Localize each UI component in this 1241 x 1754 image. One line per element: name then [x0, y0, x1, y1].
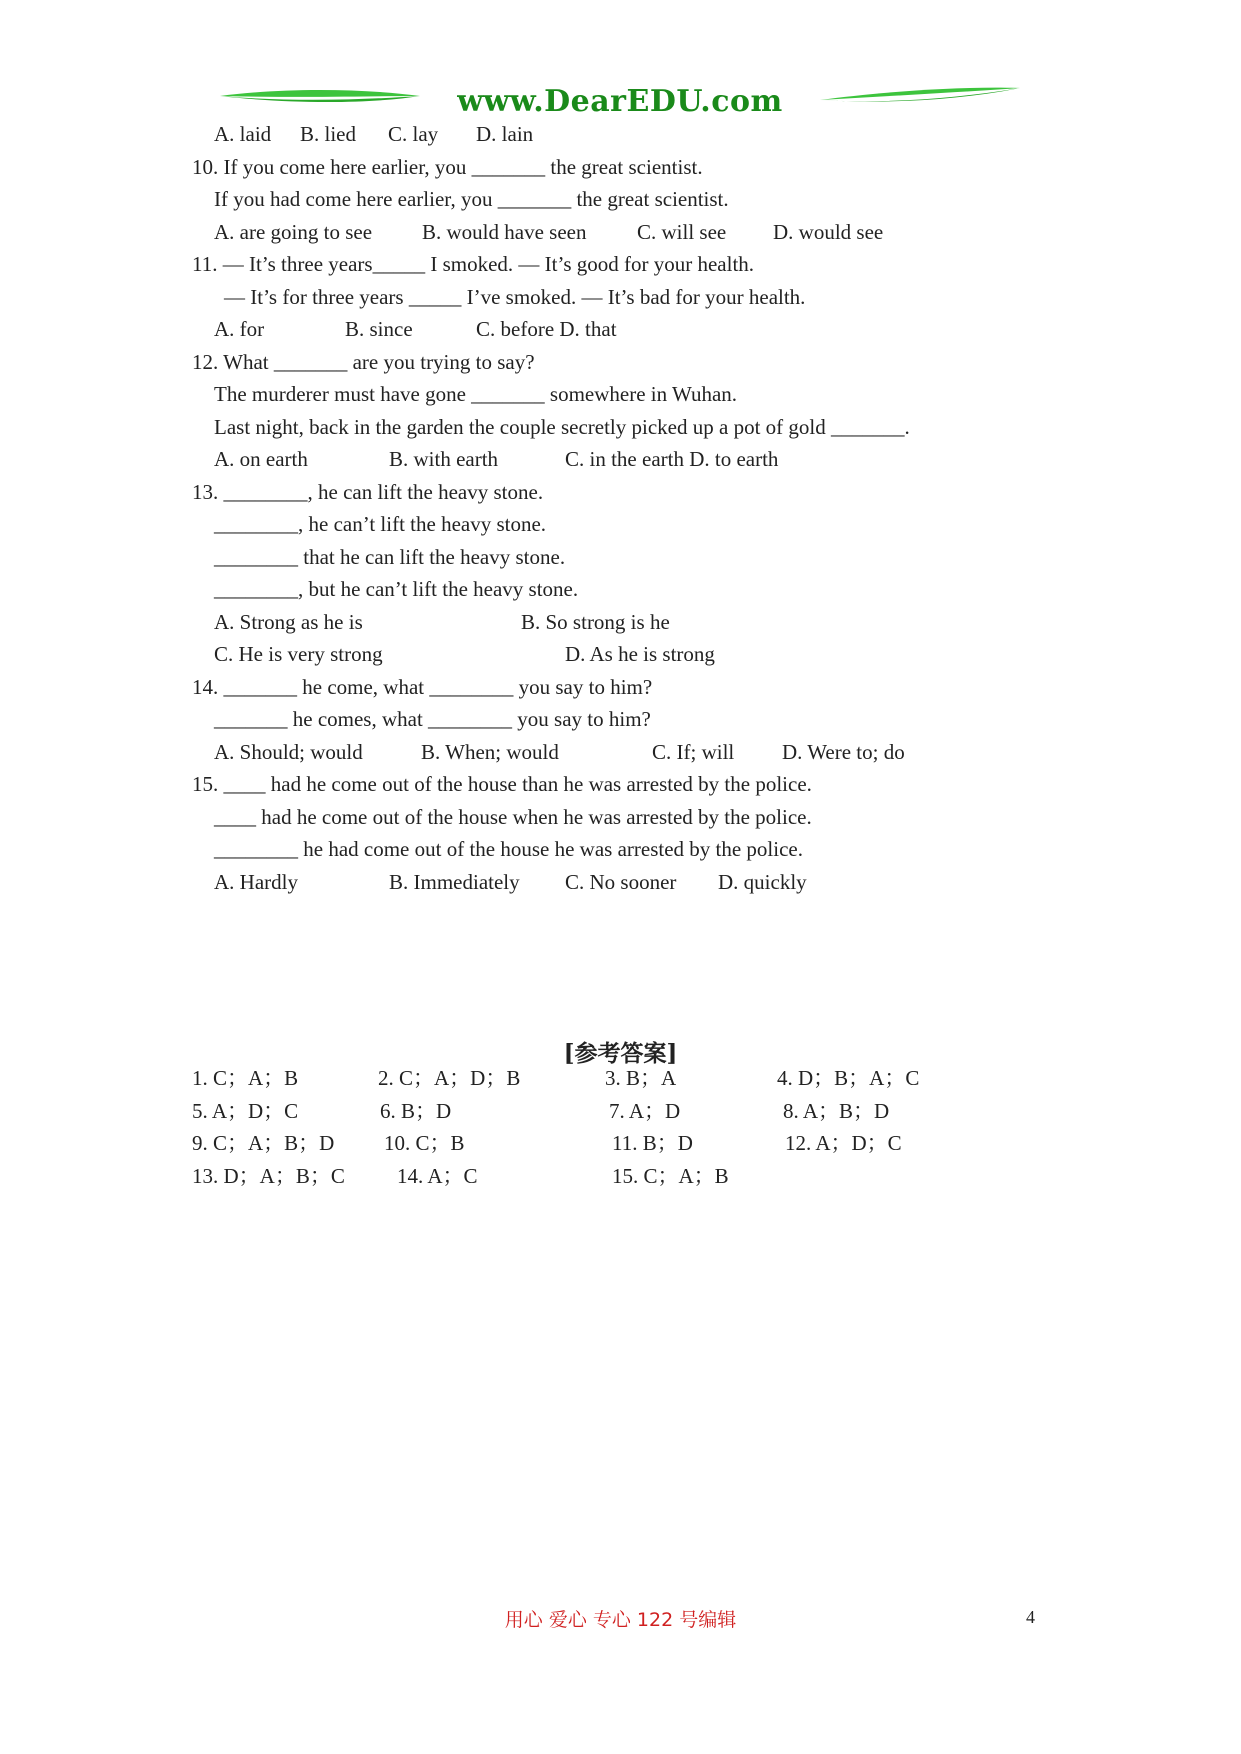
- q14-option-c: C. If; will: [652, 740, 735, 764]
- q12-line-3: Last night, back in the garden the couple secretly picked up a pot of gold _______.: [214, 415, 910, 439]
- q10-option-b: B. would have seen: [422, 220, 587, 244]
- answer-item: 11. B；D: [612, 1131, 693, 1155]
- q15-line-1: 15. ____ had he come out of the house than he was arrested by the police.: [192, 772, 812, 796]
- q15-option-a: A. Hardly: [214, 870, 298, 894]
- answer-key-title: [参考答案]: [563, 1040, 678, 1067]
- answer-item: 12. A；D；C: [785, 1131, 902, 1155]
- q15-option-c: C. No sooner: [565, 870, 677, 894]
- q13-line-1: 13. ________, he can lift the heavy stone.: [192, 480, 544, 504]
- q12-line-2: The murderer must have gone _______ somewhere in Wuhan.: [214, 382, 738, 406]
- q14-option-b: B. When; would: [421, 740, 559, 764]
- q10-option-d: D. would see: [773, 220, 884, 244]
- answer-item: 5. A；D；C: [192, 1099, 299, 1123]
- q15-option-d: D. quickly: [718, 870, 807, 894]
- q12-line-1: 12. What _______ are you trying to say?: [192, 350, 535, 374]
- q11-line-1: 11. — It’s three years_____ I smoked. — It’s good for your health.: [192, 252, 755, 276]
- q9-option-a: A. laid: [214, 122, 272, 146]
- page-number: 4: [1026, 1607, 1035, 1627]
- answer-item: 4. D；B；A；C: [777, 1066, 920, 1090]
- answer-item: 8. A；B；D: [783, 1099, 890, 1123]
- answer-item: 6. B；D: [380, 1099, 452, 1123]
- q11-option-c-d: C. before D. that: [476, 317, 617, 341]
- answer-item: 9. C；A；B；D: [192, 1131, 335, 1155]
- answer-item: 15. C；A；B: [612, 1164, 729, 1188]
- q13-option-b: B. So strong is he: [521, 610, 670, 634]
- footer-editor-note: 用心 爱心 专心 122 号编辑: [504, 1609, 737, 1631]
- q15-line-2: ____ had he come out of the house when he was arrested by the police.: [214, 805, 812, 829]
- site-header-banner: [220, 82, 1020, 126]
- q12-option-c-d: C. in the earth D. to earth: [565, 447, 779, 471]
- q12-option-b: B. with earth: [389, 447, 499, 471]
- q13-option-a: A. Strong as he is: [214, 610, 363, 634]
- site-logo-text[interactable]: www.DearEDU.com: [457, 84, 783, 119]
- answer-item: 1. C；A；B: [192, 1066, 299, 1090]
- q13-line-4: ________, but he can’t lift the heavy stone.: [214, 577, 579, 601]
- q11-option-a: A. for: [214, 317, 265, 341]
- q9-option-c: C. lay: [388, 122, 439, 146]
- q15-line-3: ________ he had come out of the house he was arrested by the police.: [214, 837, 803, 861]
- q11-option-b: B. since: [345, 317, 413, 341]
- q13-line-3: ________ that he can lift the heavy stone.: [214, 545, 566, 569]
- answer-item: 7. A；D: [609, 1099, 681, 1123]
- q14-line-2: _______ he comes, what ________ you say to him?: [214, 707, 651, 731]
- q13-line-2: ________, he can’t lift the heavy stone.: [214, 512, 547, 536]
- answer-item: 3. B；A: [605, 1066, 677, 1090]
- q13-option-c: C. He is very strong: [214, 642, 383, 666]
- q13-option-d: D. As he is strong: [565, 642, 715, 666]
- q15-option-b: B. Immediately: [389, 870, 520, 894]
- answer-item: 10. C；B: [384, 1131, 465, 1155]
- q10-option-a: A. are going to see: [214, 220, 373, 244]
- q12-option-a: A. on earth: [214, 447, 308, 471]
- answer-item: 2. C；A；D；B: [378, 1066, 521, 1090]
- q10-option-c: C. will see: [637, 220, 727, 244]
- q11-line-2: — It’s for three years _____ I’ve smoked. — It’s bad for your health.: [224, 285, 806, 309]
- answer-item: 13. D；A；B；C: [192, 1164, 345, 1188]
- q9-option-b: B. lied: [300, 122, 356, 146]
- q14-line-1: 14. _______ he come, what ________ you say to him?: [192, 675, 653, 699]
- q9-option-d: D. lain: [476, 122, 534, 146]
- q10-line-1: 10. If you come here earlier, you _______ the great scientist.: [192, 155, 703, 179]
- q14-option-d: D. Were to; do: [782, 740, 905, 764]
- q14-option-a: A. Should; would: [214, 740, 363, 764]
- q10-line-2: If you had come here earlier, you _______ the great scientist.: [214, 187, 729, 211]
- answer-item: 14. A；C: [397, 1164, 478, 1188]
